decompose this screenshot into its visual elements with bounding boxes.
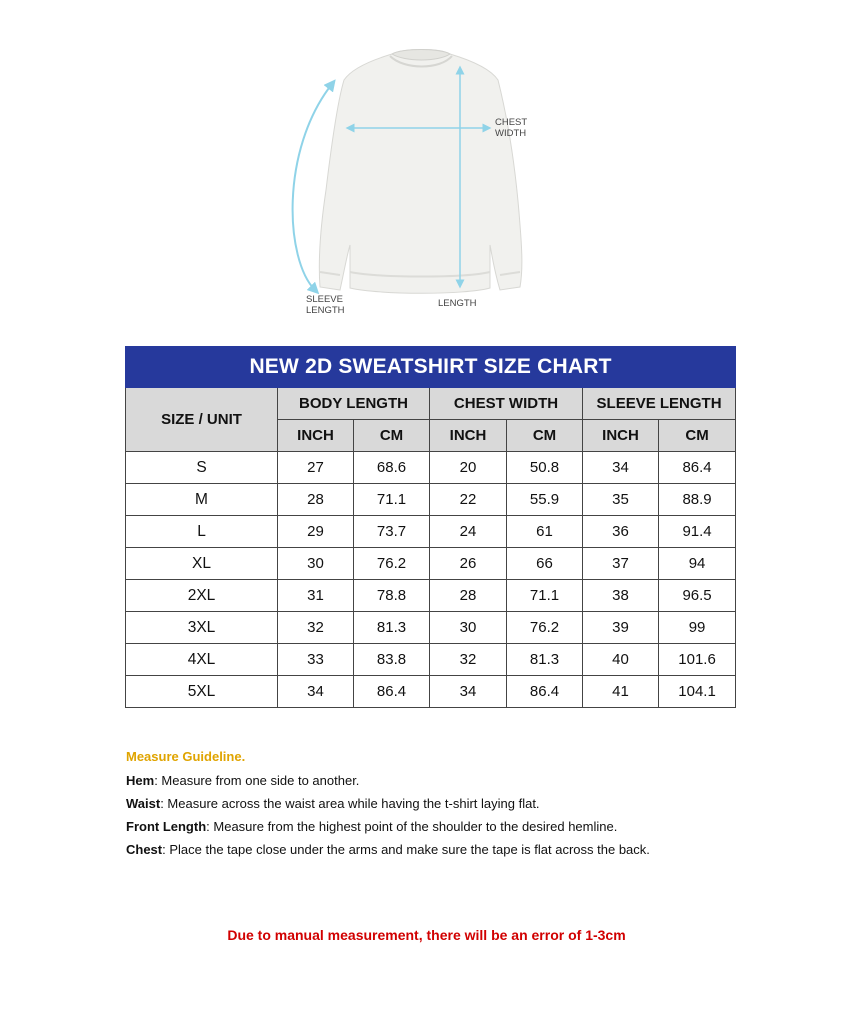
table-row: [126, 516, 736, 548]
unit-header: CM: [507, 420, 583, 452]
unit-header: INCH: [583, 420, 659, 452]
value-cell: 55.9: [507, 484, 583, 516]
value-cell: 71.1: [354, 484, 430, 516]
guideline-term: Front Length: [126, 819, 207, 834]
guideline-item-chest: [126, 842, 766, 857]
guideline-text: : Measure from the highest point of the shoulder to the desired hemline.: [206, 819, 618, 834]
value-cell: 30: [278, 548, 354, 580]
sweatshirt-illustration: [280, 40, 560, 330]
chart-title: NEW 2D SWEATSHIRT SIZE CHART: [126, 347, 736, 388]
guideline-item-hem: [126, 773, 766, 788]
guideline-text: : Measure across the waist area while having the t-shirt laying flat.: [160, 796, 540, 811]
value-cell: 86.4: [659, 452, 736, 484]
unit-header: INCH: [430, 420, 507, 452]
unit-header: CM: [659, 420, 736, 452]
value-cell: 20: [430, 452, 507, 484]
guideline-term: Waist: [126, 796, 161, 811]
value-cell: 104.1: [659, 676, 736, 708]
value-cell: 34: [278, 676, 354, 708]
size-cell: 2XL: [126, 580, 278, 612]
value-cell: 34: [430, 676, 507, 708]
value-cell: 41: [583, 676, 659, 708]
value-cell: 22: [430, 484, 507, 516]
value-cell: 78.8: [354, 580, 430, 612]
table-row: [126, 580, 736, 612]
value-cell: 91.4: [659, 516, 736, 548]
value-cell: 32: [430, 644, 507, 676]
value-cell: 26: [430, 548, 507, 580]
unit-header: CM: [354, 420, 430, 452]
value-cell: 32: [278, 612, 354, 644]
value-cell: 68.6: [354, 452, 430, 484]
sleeve-length-label: SLEEVE LENGTH: [306, 294, 345, 316]
group-header-sleeve-length: SLEEVE LENGTH: [583, 388, 736, 420]
guideline-term: Hem: [126, 773, 155, 788]
table-row: [126, 452, 736, 484]
chest-width-label: CHEST WIDTH: [495, 117, 528, 139]
value-cell: 36: [583, 516, 659, 548]
size-cell: M: [126, 484, 278, 516]
value-cell: 76.2: [354, 548, 430, 580]
value-cell: 24: [430, 516, 507, 548]
value-cell: 76.2: [507, 612, 583, 644]
size-cell: L: [126, 516, 278, 548]
value-cell: 30: [430, 612, 507, 644]
value-cell: 35: [583, 484, 659, 516]
value-cell: 34: [583, 452, 659, 484]
group-header-chest-width: CHEST WIDTH: [430, 388, 583, 420]
sweatshirt-drawing: [280, 40, 560, 330]
guideline-title: Measure Guideline.: [126, 749, 246, 764]
guideline-item-waist: [126, 796, 766, 811]
value-cell: 99: [659, 612, 736, 644]
guideline-term: Chest: [126, 842, 163, 857]
measure-guideline: [126, 749, 766, 865]
value-cell: 50.8: [507, 452, 583, 484]
value-cell: 38: [583, 580, 659, 612]
value-cell: 31: [278, 580, 354, 612]
value-cell: 28: [430, 580, 507, 612]
guideline-text: : Place the tape close under the arms and make sure the tape is flat across the back.: [162, 842, 650, 857]
sweatshirt-body: [319, 50, 522, 294]
guideline-item-front-length: [126, 819, 766, 834]
value-cell: 33: [278, 644, 354, 676]
size-cell: S: [126, 452, 278, 484]
value-cell: 81.3: [354, 612, 430, 644]
value-cell: 29: [278, 516, 354, 548]
value-cell: 83.8: [354, 644, 430, 676]
unit-header: INCH: [278, 420, 354, 452]
table-row: [126, 548, 736, 580]
size-cell: 5XL: [126, 676, 278, 708]
value-cell: 39: [583, 612, 659, 644]
value-cell: 71.1: [507, 580, 583, 612]
value-cell: 88.9: [659, 484, 736, 516]
value-cell: 101.6: [659, 644, 736, 676]
value-cell: 40: [583, 644, 659, 676]
table-row: [126, 484, 736, 516]
table-row: [126, 644, 736, 676]
size-chart-table: [125, 346, 736, 708]
length-label: LENGTH: [438, 298, 477, 309]
value-cell: 37: [583, 548, 659, 580]
value-cell: 27: [278, 452, 354, 484]
guideline-text: : Measure from one side to another.: [154, 773, 360, 788]
size-cell: XL: [126, 548, 278, 580]
value-cell: 66: [507, 548, 583, 580]
value-cell: 81.3: [507, 644, 583, 676]
value-cell: 73.7: [354, 516, 430, 548]
measurement-error-note: Due to manual measurement, there will be an error of 1-3cm: [227, 927, 626, 943]
value-cell: 96.5: [659, 580, 736, 612]
size-cell: 3XL: [126, 612, 278, 644]
value-cell: 94: [659, 548, 736, 580]
value-cell: 28: [278, 484, 354, 516]
size-cell: 4XL: [126, 644, 278, 676]
table-row: [126, 612, 736, 644]
group-header-body-length: BODY LENGTH: [278, 388, 430, 420]
table-row: [126, 676, 736, 708]
size-unit-header: SIZE / UNIT: [126, 388, 278, 452]
value-cell: 61: [507, 516, 583, 548]
value-cell: 86.4: [354, 676, 430, 708]
value-cell: 86.4: [507, 676, 583, 708]
